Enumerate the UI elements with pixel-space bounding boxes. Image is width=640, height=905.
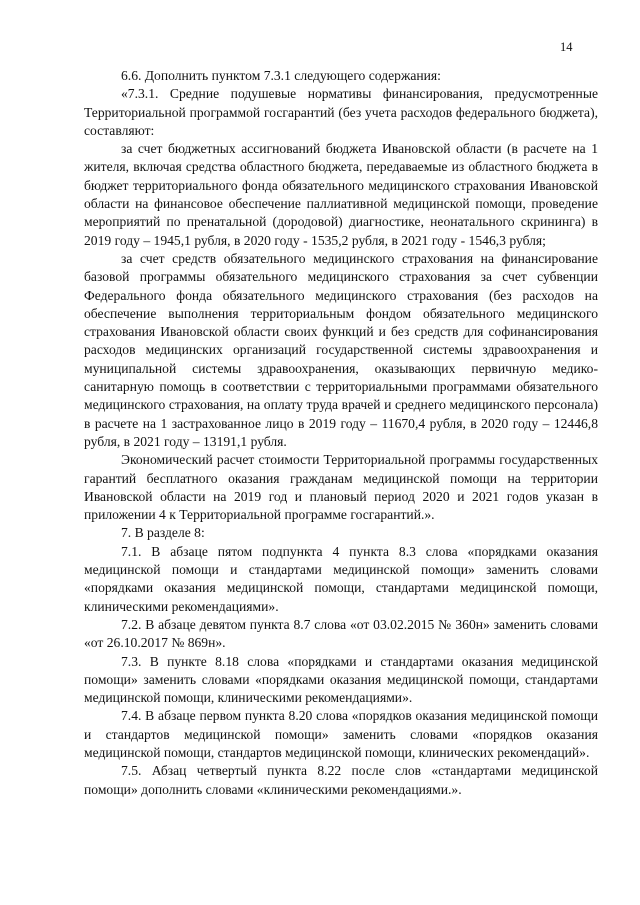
page-number: 14 [560,40,573,54]
paragraph-7-2: 7.2. В абзаце девятом пункта 8.7 слова «от 03.02.2015 № 360н» заменить словами «от 26.10.2017 № 869н». [84,616,598,651]
document-body [84,67,598,799]
paragraph-6-6: 6.6. Дополнить пунктом 7.3.1 следующего содержания: [121,68,441,83]
paragraph-budget-norm: за счет бюджетных ассигнований бюджета Ивановской области (в расчете на 1 жителя, включая средства областного бюджета, передаваемые из областного бюджета в бюджет территориального фонда обязательного медицинского страхования Ивановской области на финансовое обеспечение паллиативной медицинской помощи, проведение мероприятий по пренатальной (дородовой) диагностике, неонатального скрининга) в 2019 году – 1945,1 рубля, в 2020 году - 1535,2 рубля, в 2021 году - 1546,3 рубля; [84,141,598,248]
paragraph-7-5: 7.5. Абзац четвертый пункта 8.22 после слов «стандартами медицинской помощи» дополнить словами «клиническими рекомендациями.». [84,763,598,797]
paragraph-7-3: 7.3. В пункте 8.18 слова «порядками и стандартами оказания медицинской помощи» заменить словами «порядками оказания медицинской помощи, стандартами медицинской помощи, клиническими рекомендациями». [84,653,598,706]
paragraph-7-1: 7.1. В абзаце пятом подпункта 4 пункта 8.3 слова «порядками оказания медицинской помощи и стандартами медицинской помощи» заменить словами «порядками оказания медицинской помощи, стандартами медицинской помощи, клиническими рекомендациями». [84,543,598,614]
paragraph-section-8: 7. В разделе 8: [121,525,205,541]
paragraph-economic-calc: Экономический расчет стоимости Территориальной программы государственных гарантий бесплатного оказания гражданам медицинской помощи на территории Ивановской области на 2019 год и плановый период 2020 и 2021 годов указан в приложении 4 к Территориальной программе госгарантий.». [84,452,598,523]
paragraph-7-3-1: «7.3.1. Средние подушевые нормативы финансирования, предусмотренные Территориальной программой госгарантий (без учета расходов федерального бюджета), составляют: [84,86,598,138]
paragraph-7-4: 7.4. В абзаце первом пункта 8.20 слова «порядков оказания медицинской помощи и стандартов медицинской помощи» заменить словами «порядков оказания медицинской помощи, стандартов медицинской помощи, клинических рекомендаций». [84,708,598,760]
paragraph-oms-norm: за счет средств обязательного медицинского страхования на финансирование базовой программы обязательного медицинского страхования за счет субвенции Федерального фонда обязательного медицинского страхования (без расходов на обеспечение выполнения территориальным фондом обязательного медицинского страхования Ивановской области своих функций и без средств для софинансирования расходов медицинских организаций государственной системы здравоохранения и муниципальной системы здравоохранения, оказывающих первичную медико-санитарную помощь в соответствии с территориальными программами обязательного медицинского страхования, на оплату труда врачей и среднего медицинского персонала) в расчете на 1 застрахованное лицо в 2019 году – 11670,4 рубля, в 2020 году – 12446,8 рубля, в 2021 году – 13191,1 рубля. [84,250,598,449]
